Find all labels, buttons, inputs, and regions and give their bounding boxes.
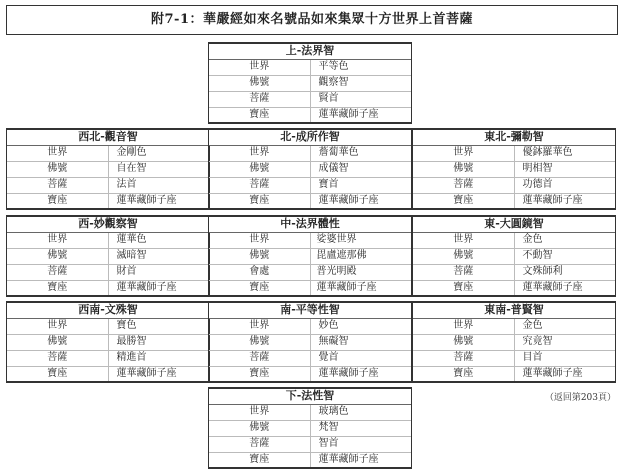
block-header: 西-妙觀察智	[7, 216, 209, 232]
row-value: 玻璃色	[310, 404, 411, 420]
table-row	[7, 145, 209, 161]
row-label: 寶座	[413, 366, 514, 382]
table-row	[7, 161, 209, 177]
row-value: 究竟智	[514, 334, 615, 350]
row-label: 世界	[209, 145, 310, 161]
row-value: 蓮華藏師子座	[108, 193, 209, 209]
row-label: 世界	[413, 318, 514, 334]
block-southwest	[6, 301, 210, 383]
row-label: 菩薩	[7, 350, 108, 366]
row-value: 明相智	[514, 161, 615, 177]
table-row	[413, 366, 615, 382]
table-row	[209, 107, 411, 123]
row-value: 賢首	[310, 91, 411, 107]
block-header: 西北-觀音智	[7, 129, 209, 145]
table-row	[413, 350, 615, 366]
row-label: 菩薩	[209, 91, 310, 107]
row-value: 最勝智	[108, 334, 209, 350]
table-row	[209, 280, 411, 296]
row-label: 會處	[209, 264, 310, 280]
row-label: 佛號	[7, 161, 108, 177]
block-header: 上-法界智	[209, 43, 411, 59]
table-row	[209, 59, 411, 75]
block-east	[412, 215, 616, 297]
row-label: 寶座	[209, 366, 310, 382]
table-row	[7, 193, 209, 209]
block-header: 北-成所作智	[209, 129, 411, 145]
table-row	[209, 145, 411, 161]
row-label: 寶座	[209, 193, 310, 209]
table-row	[209, 318, 411, 334]
table-row	[7, 248, 209, 264]
block-header: 下-法性智	[209, 388, 411, 404]
row-value: 普光明殿	[310, 264, 411, 280]
row-value: 妙色	[310, 318, 411, 334]
table-row	[209, 452, 411, 468]
table-row	[413, 334, 615, 350]
row-value: 蓮華藏師子座	[108, 366, 209, 382]
block-header: 西南-文殊智	[7, 302, 209, 318]
row-value: 財首	[108, 264, 209, 280]
row-label: 菩薩	[413, 350, 514, 366]
block-top	[208, 42, 412, 124]
table-row	[209, 248, 411, 264]
table-row	[7, 280, 209, 296]
return-page-link[interactable]: （返回第203頁）	[544, 393, 616, 403]
row-label: 寶座	[413, 193, 514, 209]
table-row	[413, 232, 615, 248]
table-row	[7, 177, 209, 193]
row-label: 佛號	[413, 334, 514, 350]
table-row	[7, 334, 209, 350]
row-value: 蓮華藏師子座	[310, 107, 411, 123]
row-value: 梵智	[310, 420, 411, 436]
row-value: 寶色	[108, 318, 209, 334]
block-header: 東北-彌勒智	[413, 129, 615, 145]
row-label: 世界	[7, 232, 108, 248]
page-title: 附7-1：華嚴經如來名號品如來集眾十方世界上首菩薩	[6, 5, 618, 35]
row-value: 不動智	[514, 248, 615, 264]
row-label: 菩薩	[413, 177, 514, 193]
row-value: 金色	[514, 318, 615, 334]
row-label: 世界	[209, 318, 310, 334]
row-label: 寶座	[209, 452, 310, 468]
block-west	[6, 215, 210, 297]
row-label: 佛號	[413, 248, 514, 264]
table-row	[413, 248, 615, 264]
row-label: 佛號	[7, 334, 108, 350]
table-row	[7, 264, 209, 280]
row-label: 佛號	[209, 420, 310, 436]
row-label: 菩薩	[209, 177, 310, 193]
row-value: 蓮華藏師子座	[514, 280, 615, 296]
table-row	[413, 318, 615, 334]
row-value: 目首	[514, 350, 615, 366]
row-value: 精進首	[108, 350, 209, 366]
row-label: 世界	[7, 145, 108, 161]
table-row	[413, 161, 615, 177]
row-value: 蓮華藏師子座	[310, 366, 411, 382]
table-row	[413, 145, 615, 161]
table-row	[413, 177, 615, 193]
block-southeast	[412, 301, 616, 383]
table-row	[209, 193, 411, 209]
table-row	[209, 404, 411, 420]
block-header: 東南-普賢智	[413, 302, 615, 318]
table-row	[7, 318, 209, 334]
table-row	[209, 177, 411, 193]
table-row	[209, 420, 411, 436]
block-header: 東-大圓鏡智	[413, 216, 615, 232]
row-label: 菩薩	[413, 264, 514, 280]
table-row	[413, 280, 615, 296]
table-row	[209, 75, 411, 91]
block-south	[208, 301, 412, 383]
row-value: 薝蔔華色	[310, 145, 411, 161]
table-row	[413, 264, 615, 280]
table-row	[209, 366, 411, 382]
block-center	[208, 215, 412, 297]
row-label: 世界	[209, 232, 310, 248]
row-label: 世界	[413, 232, 514, 248]
block-bottom	[208, 387, 412, 469]
row-value: 平等色	[310, 59, 411, 75]
table-row	[209, 436, 411, 452]
row-value: 娑婆世界	[310, 232, 411, 248]
row-value: 滅暗智	[108, 248, 209, 264]
table-row	[7, 366, 209, 382]
row-value: 無礙智	[310, 334, 411, 350]
row-value: 覺首	[310, 350, 411, 366]
row-label: 世界	[7, 318, 108, 334]
row-value: 功德首	[514, 177, 615, 193]
row-value: 觀察智	[310, 75, 411, 91]
row-value: 金色	[514, 232, 615, 248]
table-row	[209, 91, 411, 107]
row-label: 佛號	[7, 248, 108, 264]
row-value: 寶首	[310, 177, 411, 193]
block-north	[208, 128, 412, 210]
row-label: 菩薩	[209, 436, 310, 452]
row-value: 文殊師利	[514, 264, 615, 280]
block-northwest	[6, 128, 210, 210]
row-value: 蓮華藏師子座	[310, 193, 411, 209]
row-value: 蓮華藏師子座	[514, 366, 615, 382]
table-row	[413, 193, 615, 209]
row-label: 世界	[209, 59, 310, 75]
row-label: 世界	[413, 145, 514, 161]
row-value: 成儀智	[310, 161, 411, 177]
row-value: 自在智	[108, 161, 209, 177]
row-label: 寶座	[7, 280, 108, 296]
row-label: 菩薩	[209, 350, 310, 366]
row-label: 世界	[209, 404, 310, 420]
row-label: 佛號	[209, 75, 310, 91]
row-label: 寶座	[209, 107, 310, 123]
row-value: 法首	[108, 177, 209, 193]
table-row	[7, 350, 209, 366]
row-value: 蓮華藏師子座	[514, 193, 615, 209]
row-label: 寶座	[413, 280, 514, 296]
table-row	[209, 350, 411, 366]
row-value: 蓮華藏師子座	[310, 280, 411, 296]
row-label: 菩薩	[7, 177, 108, 193]
row-value: 金剛色	[108, 145, 209, 161]
row-label: 佛號	[413, 161, 514, 177]
block-northeast	[412, 128, 616, 210]
table-row	[209, 264, 411, 280]
row-label: 佛號	[209, 161, 310, 177]
table-row	[7, 232, 209, 248]
row-value: 蓮華藏師子座	[108, 280, 209, 296]
block-header: 南-平等性智	[209, 302, 411, 318]
row-value: 優鉢羅華色	[514, 145, 615, 161]
table-row	[209, 161, 411, 177]
row-label: 佛號	[209, 334, 310, 350]
row-label: 寶座	[209, 280, 310, 296]
table-row	[209, 232, 411, 248]
row-label: 寶座	[7, 193, 108, 209]
row-value: 毘盧遮那佛	[310, 248, 411, 264]
row-label: 菩薩	[7, 264, 108, 280]
table-row	[209, 334, 411, 350]
row-value: 智首	[310, 436, 411, 452]
row-label: 佛號	[209, 248, 310, 264]
row-label: 寶座	[7, 366, 108, 382]
block-header: 中-法界體性	[209, 216, 411, 232]
row-value: 蓮華色	[108, 232, 209, 248]
row-value: 蓮華藏師子座	[310, 452, 411, 468]
